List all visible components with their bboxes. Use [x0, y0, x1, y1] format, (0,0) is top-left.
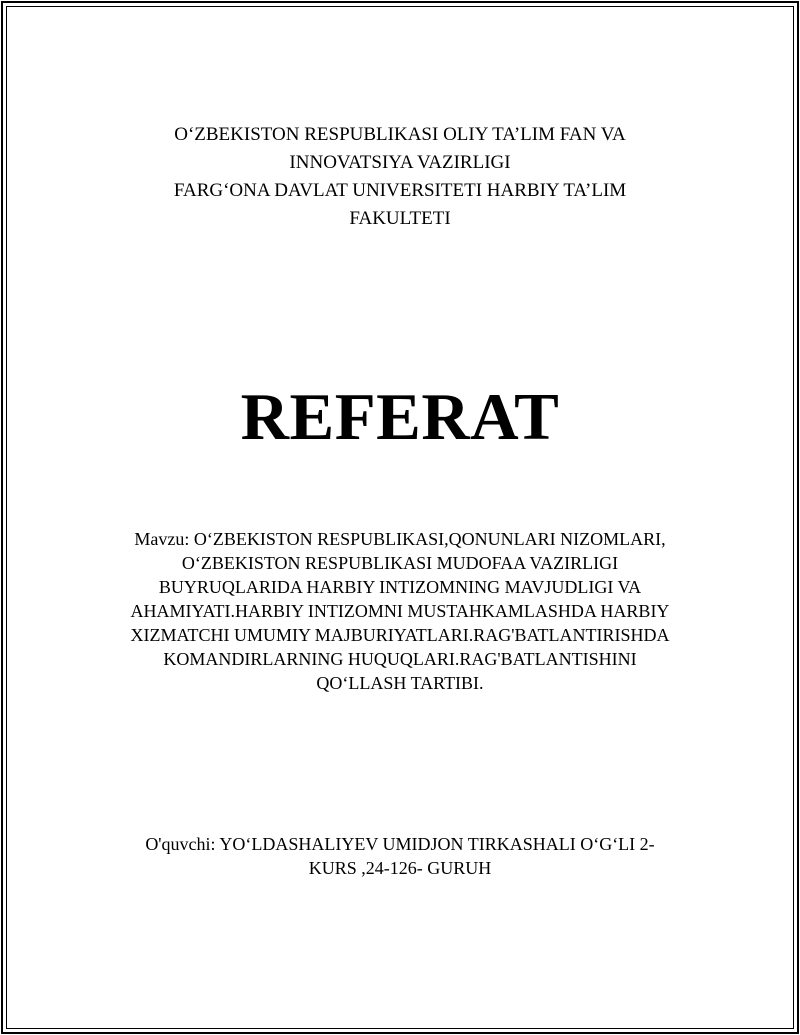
topic-line: AHAMIYATI.HARBIY INTIZOMNI MUSTAHKAMLASHDA HARBIY	[130, 601, 670, 621]
topic-line: KOMANDIRLARNING HUQUQLARI.RAG'BATLANTISHINI	[163, 649, 637, 669]
student-line: O'quvchi: YO‘LDASHALIYEV UMIDJON TIRKASHALI O‘G‘LI 2-	[145, 834, 655, 854]
institution-line: INNOVATSIYA VAZIRLIGI	[289, 152, 511, 173]
topic-line: O‘ZBEKISTON RESPUBLIKASI MUDOFAA VAZIRLIGI	[181, 553, 619, 573]
topic-section	[100, 527, 700, 695]
topic-line: Mavzu: O‘ZBEKISTON RESPUBLIKASI,QONUNLARI NIZOMLARI,	[134, 529, 666, 549]
topic-line: XIZMATCHI UMUMIY MAJBURIYATLARI.RAG'BATLANTIRISHDA	[130, 625, 670, 645]
institution-header	[100, 121, 700, 233]
student-info	[100, 832, 700, 880]
institution-line: O‘ZBEKISTON RESPUBLIKASI OLIY TA’LIM FAN VA	[174, 124, 626, 145]
institution-line: FARG‘ONA DAVLAT UNIVERSITETI HARBIY TA’LIM	[173, 180, 627, 201]
document-title: REFERAT	[240, 380, 560, 454]
topic-line: QO‘LLASH TARTIBI.	[316, 673, 484, 693]
topic-line: BUYRUQLARIDA HARBIY INTIZOMNING MAVJUDLIGI VA	[158, 577, 642, 597]
institution-line: FAKULTETI	[349, 208, 451, 229]
student-line: KURS ,24-126- GURUH	[308, 858, 492, 878]
